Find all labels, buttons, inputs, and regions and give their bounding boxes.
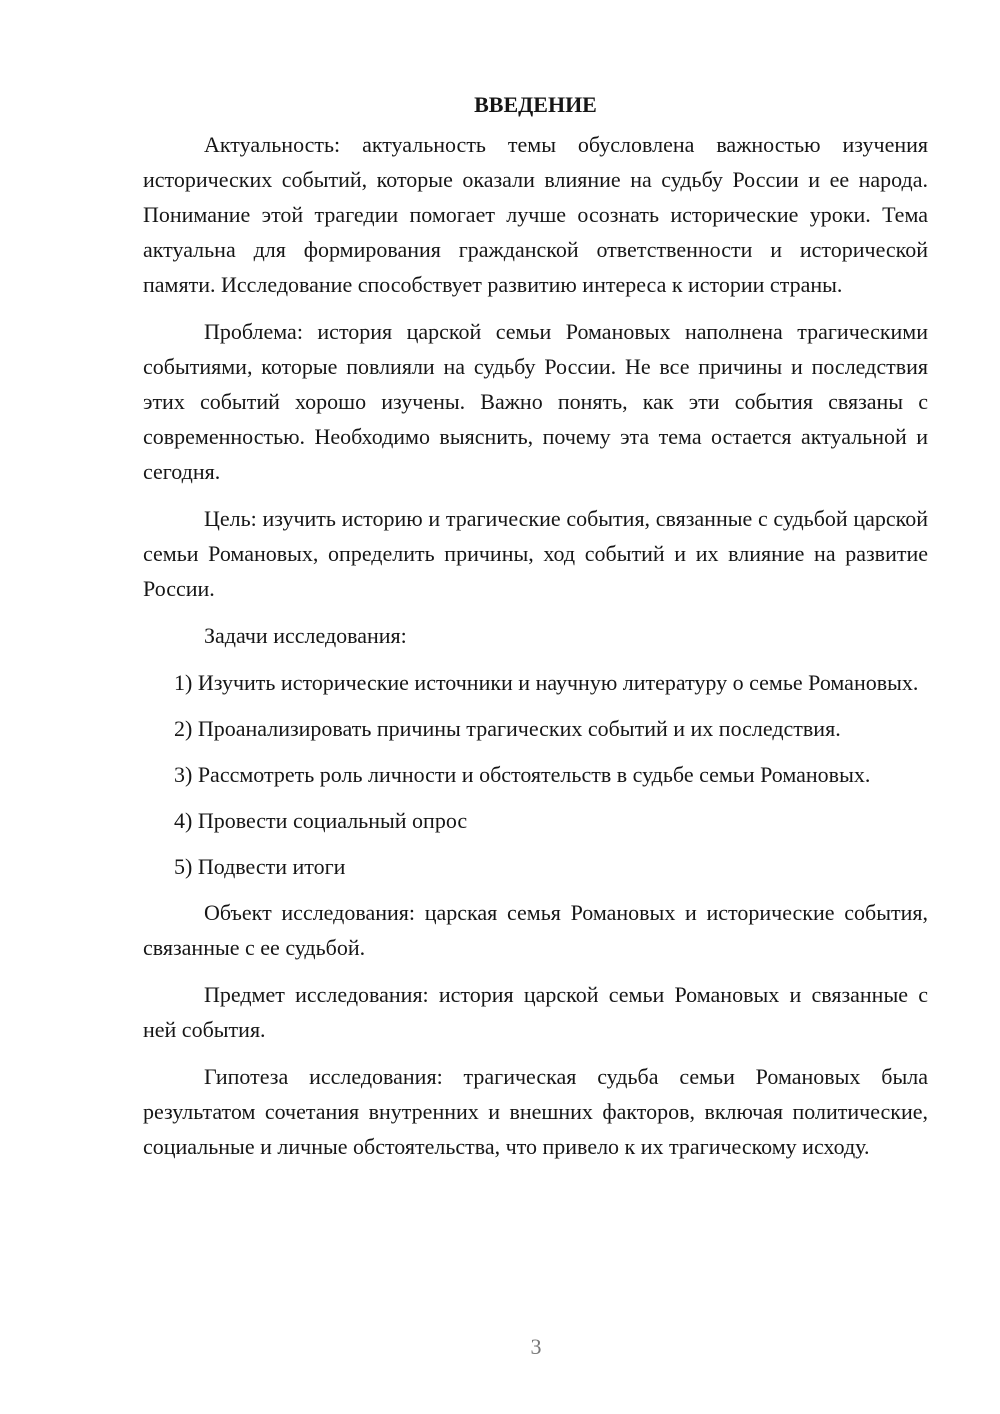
tasks-heading: Задачи исследования: (204, 623, 407, 648)
list-item: 1) Изучить исторические источники и научную литературу о семье Романовых. (174, 670, 919, 695)
subject-paragraph: Предмет исследования: история царской семьи Романовых и связанные с ней события. (143, 982, 928, 1042)
list-item: 5) Подвести итоги (174, 854, 346, 879)
object-paragraph: Объект исследования: царская семья Романовых и исторические события, связанные с ее судьбой. (143, 900, 928, 960)
document-body (143, 90, 928, 1176)
page-number: 3 (530, 1334, 542, 1359)
hypothesis-paragraph: Гипотеза исследования: трагическая судьба семьи Романовых была результатом сочетания внутренних и внешних факторов, включая политические, социальные и личные обстоятельства, что привело к их трагическому исходу. (143, 1064, 928, 1159)
problem-paragraph: Проблема: история царской семьи Романовых наполнена трагическими событиями, которые повлияли на судьбу России. Не все причины и последствия этих событий хорошо изучены. Важно понять, как эти события связаны с современностью. Необходимо выяснить, почему эта тема остается актуальной и сегодня. (143, 319, 928, 484)
tasks-list (143, 665, 928, 884)
relevance-paragraph: Актуальность: актуальность темы обусловлена важностью изучения исторических событий, которые оказали влияние на судьбу России и ее народа. Понимание этой трагедии помогает лучше осознать исторические уроки. Тема актуальна для формирования гражданской ответственности и исторической памяти. Исследование способствует развитию интереса к истории страны. (143, 132, 928, 297)
list-item: 2) Проанализировать причины трагических событий и их последствия. (174, 716, 841, 741)
list-item: 3) Рассмотреть роль личности и обстоятельств в судьбе семьи Романовых. (174, 762, 871, 787)
goal-paragraph: Цель: изучить историю и трагические события, связанные с судьбой царской семьи Романовых, определить причины, ход событий и их влияние на развитие России. (143, 506, 928, 601)
page-title: ВВЕДЕНИЕ (474, 92, 597, 117)
list-item: 4) Провести социальный опрос (174, 808, 468, 833)
